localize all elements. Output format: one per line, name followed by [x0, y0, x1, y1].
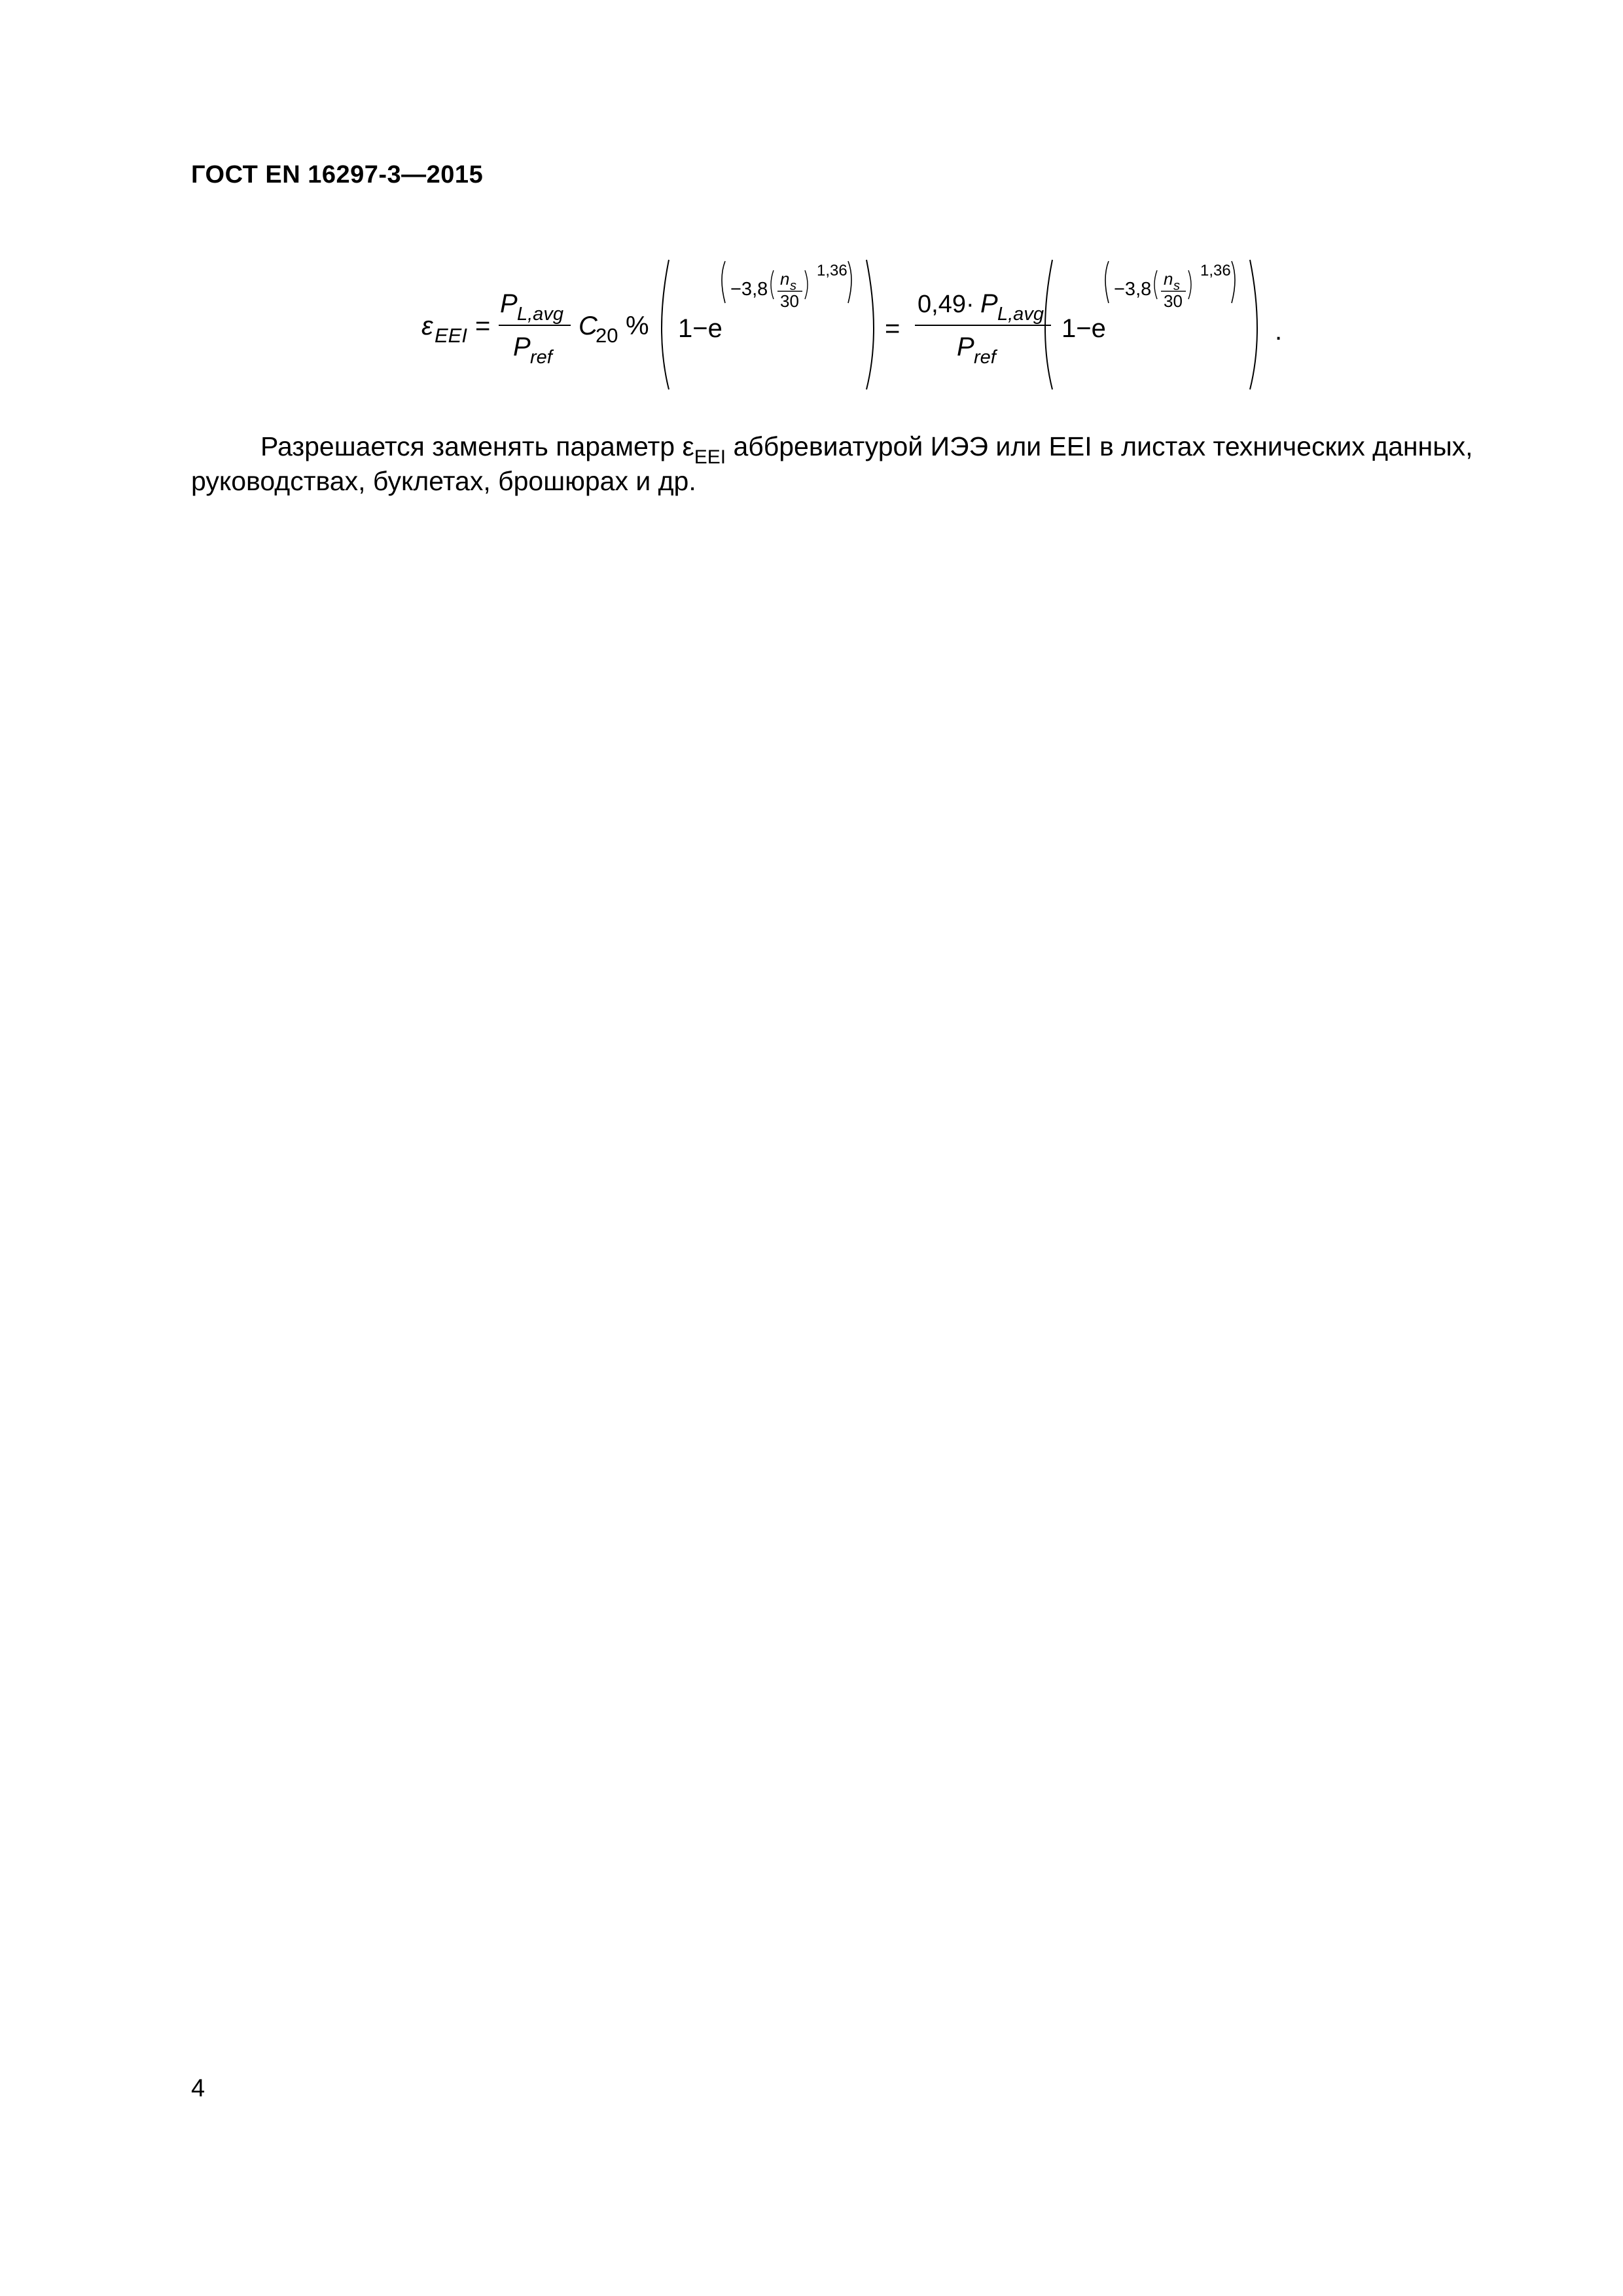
exp-paren-right-2 [1232, 261, 1235, 303]
formula-ns-sub-1: s [790, 279, 796, 293]
document-header: ГОСТ EN 16297-3—2015 [191, 161, 484, 188]
formula-den2-p: P [957, 332, 974, 361]
formula-num1-p: P [500, 289, 518, 318]
formula-equals-1: = [475, 312, 491, 340]
formula-den2-sub: ref [974, 347, 996, 368]
formula-epsilon: ε [421, 312, 433, 340]
exp-paren-right-1 [848, 261, 851, 303]
formula-epsilon-sub: EEI [435, 324, 467, 347]
paragraph-symbol-sub: EEI [694, 446, 726, 468]
eei-formula [419, 252, 1296, 409]
paragraph-text-before: Разрешается заменять параметр [260, 431, 683, 461]
formula-one-minus-e-1: 1−e [678, 314, 722, 343]
formula-period: . [1275, 317, 1283, 346]
ns-paren-left-2 [1154, 270, 1157, 299]
formula-den1-p: P [513, 332, 531, 361]
formula-den1-sub: ref [530, 347, 552, 368]
formula-equals-2: = [885, 314, 901, 343]
formula-ns-den-2: 30 [1164, 291, 1183, 311]
exp-paren-left-1 [722, 261, 725, 303]
formula-power-2: 1,36 [1200, 262, 1231, 279]
formula-num2-p: P [980, 289, 998, 318]
ns-paren-right-2 [1188, 270, 1191, 299]
formula-c: C [579, 312, 597, 340]
page-number: 4 [191, 2075, 205, 2102]
paragraph-symbol: ε [682, 431, 694, 461]
formula-exp-coef-2: −3,8 [1114, 279, 1152, 300]
formula-power-1: 1,36 [817, 262, 847, 279]
formula-c-sub: 20 [596, 324, 618, 347]
big-paren-right-2 [1250, 260, 1257, 389]
paragraph-text-after: аббревиатурой ИЭЭ или EEI в листах технических данных, руководствах, буклетах, брошюрах и др. [191, 431, 1473, 496]
formula-one-minus-e-2: 1−e [1061, 314, 1106, 343]
formula-ns-n-2: n [1164, 269, 1173, 289]
formula-num1-sub: L,avg [517, 304, 563, 325]
big-paren-right-1 [866, 260, 874, 389]
formula-ns-den-1: 30 [780, 291, 799, 311]
big-paren-left-1 [662, 260, 669, 389]
formula-num2-sub: L,avg [997, 304, 1044, 325]
exp-paren-left-2 [1105, 261, 1109, 303]
ns-paren-left-1 [771, 270, 774, 299]
ns-paren-right-1 [805, 270, 808, 299]
formula-ns-n-1: n [780, 269, 790, 289]
body-paragraph [191, 431, 1526, 497]
formula-exp-coef-1: −3,8 [730, 279, 768, 300]
formula-ns-sub-2: s [1173, 279, 1180, 293]
formula-percent: % [626, 312, 649, 340]
formula-num2-coef: 0,49· [918, 291, 974, 318]
